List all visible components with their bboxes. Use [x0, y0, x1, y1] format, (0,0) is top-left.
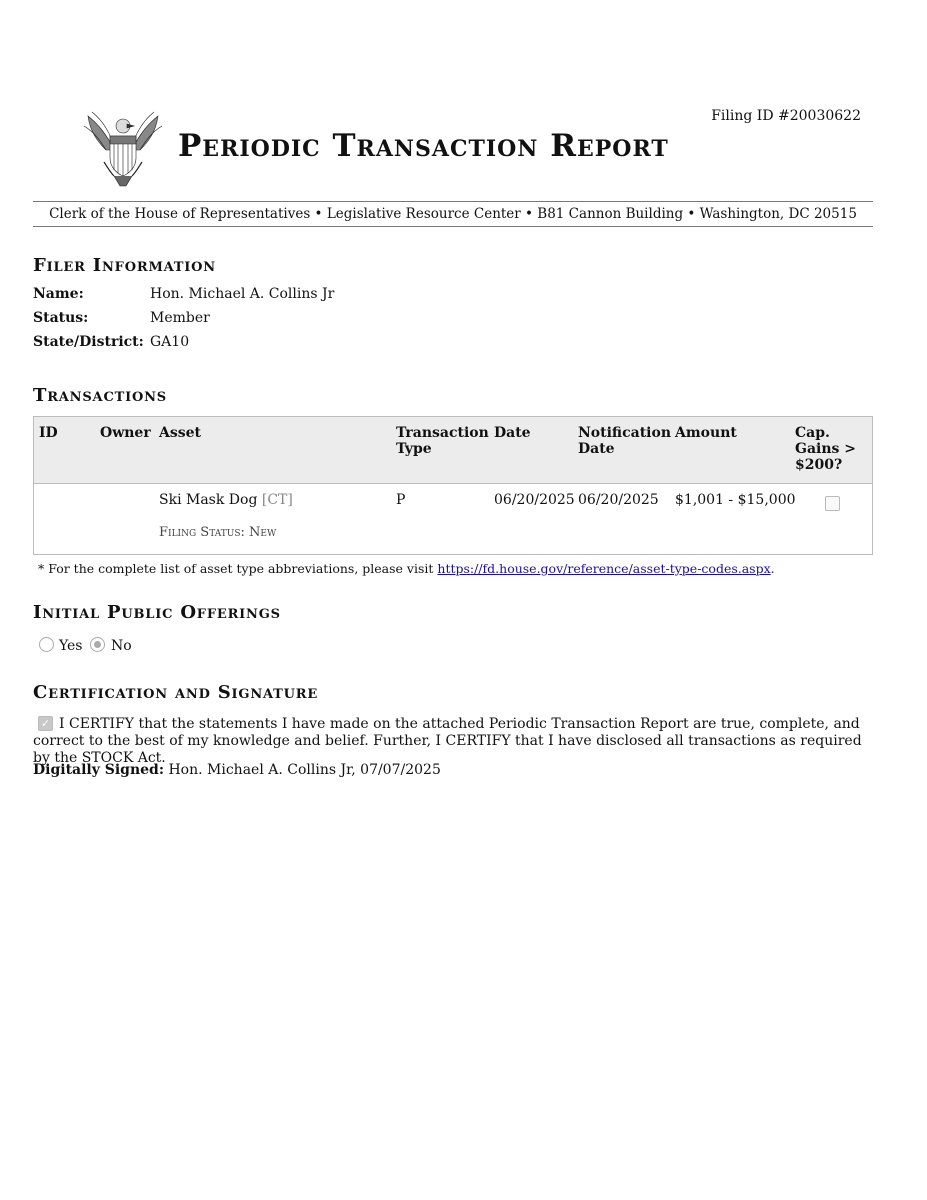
district-label: State/District: — [33, 334, 144, 350]
transactions-table — [33, 416, 873, 555]
col-notification-line2: Date — [578, 441, 615, 457]
filing-status: Filing Status: New — [159, 525, 277, 540]
name-label: Name: — [33, 286, 84, 302]
col-owner: Owner — [100, 425, 151, 441]
ipo-yes-radio[interactable] — [39, 637, 54, 652]
asset-codes-link[interactable]: https://fd.house.gov/reference/asset-type-codes.aspx — [437, 561, 771, 576]
status-label: Status: — [33, 310, 89, 326]
name-value: Hon. Michael A. Collins Jr — [150, 286, 335, 302]
col-cap-line2: Gains > — [795, 441, 857, 457]
row-date: 06/20/2025 — [494, 492, 575, 508]
col-transaction-type-line2: Type — [396, 441, 432, 457]
district-value: GA10 — [150, 334, 190, 350]
header-divider-bottom — [33, 226, 873, 227]
asset-name: Ski Mask Dog — [159, 492, 258, 508]
filing-id: Filing ID #20030622 — [711, 108, 861, 124]
col-transaction-type — [396, 425, 489, 457]
signed-label: Digitally Signed: — [33, 762, 165, 778]
ipo-no-label: No — [111, 638, 132, 654]
col-id: ID — [39, 425, 58, 441]
office-address: Clerk of the House of Representatives • Legislative Resource Center • B81 Cannon Building • Washington, DC 20515 — [49, 206, 857, 222]
col-transaction-type-line1: Transaction — [396, 425, 489, 441]
table-header — [34, 417, 872, 484]
header-divider-top — [33, 201, 873, 202]
transactions-section-title: Transactions — [33, 385, 167, 406]
signed-value: Hon. Michael A. Collins Jr, 07/07/2025 — [168, 762, 441, 778]
ipo-no-radio[interactable] — [90, 637, 105, 652]
digital-signature — [33, 762, 441, 778]
col-cap-gains — [795, 425, 856, 473]
col-date: Date — [494, 425, 531, 441]
status-value: Member — [150, 310, 210, 326]
ipo-yes-label: Yes — [59, 638, 83, 654]
row-amount: $1,001 - $15,000 — [675, 492, 796, 508]
page-title: Periodic Transaction Report — [178, 128, 669, 164]
filer-section-title: Filer Information — [33, 255, 216, 276]
certification-section-title: Certification and Signature — [33, 682, 319, 703]
col-asset: Asset — [159, 425, 201, 441]
col-cap-line1: Cap. — [795, 425, 830, 441]
asset-type-code: [CT] — [261, 492, 293, 508]
col-cap-line3: $200? — [795, 457, 843, 473]
eagle-seal-icon — [80, 106, 166, 188]
col-notification-date — [578, 425, 671, 457]
col-amount: Amount — [675, 425, 737, 441]
footnote-text: * For the complete list of asset type abbreviations, please visit — [38, 561, 434, 576]
certify-checkbox[interactable]: ✓ — [38, 716, 53, 731]
cap-gains-checkbox[interactable] — [825, 496, 840, 511]
row-notification-date: 06/20/2025 — [578, 492, 659, 508]
footnote-end: . — [770, 561, 775, 576]
row-asset — [159, 492, 293, 508]
col-notification-line1: Notification — [578, 425, 671, 441]
certification-text: I CERTIFY that the statements I have made on the attached Periodic Transaction Report are true, complete, and correct to the best of my knowledge and belief. Further, I CERTIFY that I have disclosed all transactions as required by the STOCK Act. — [33, 716, 862, 766]
ipo-section-title: Initial Public Offerings — [33, 602, 281, 623]
row-transaction-type: P — [396, 492, 406, 508]
asset-codes-footnote — [38, 561, 775, 576]
